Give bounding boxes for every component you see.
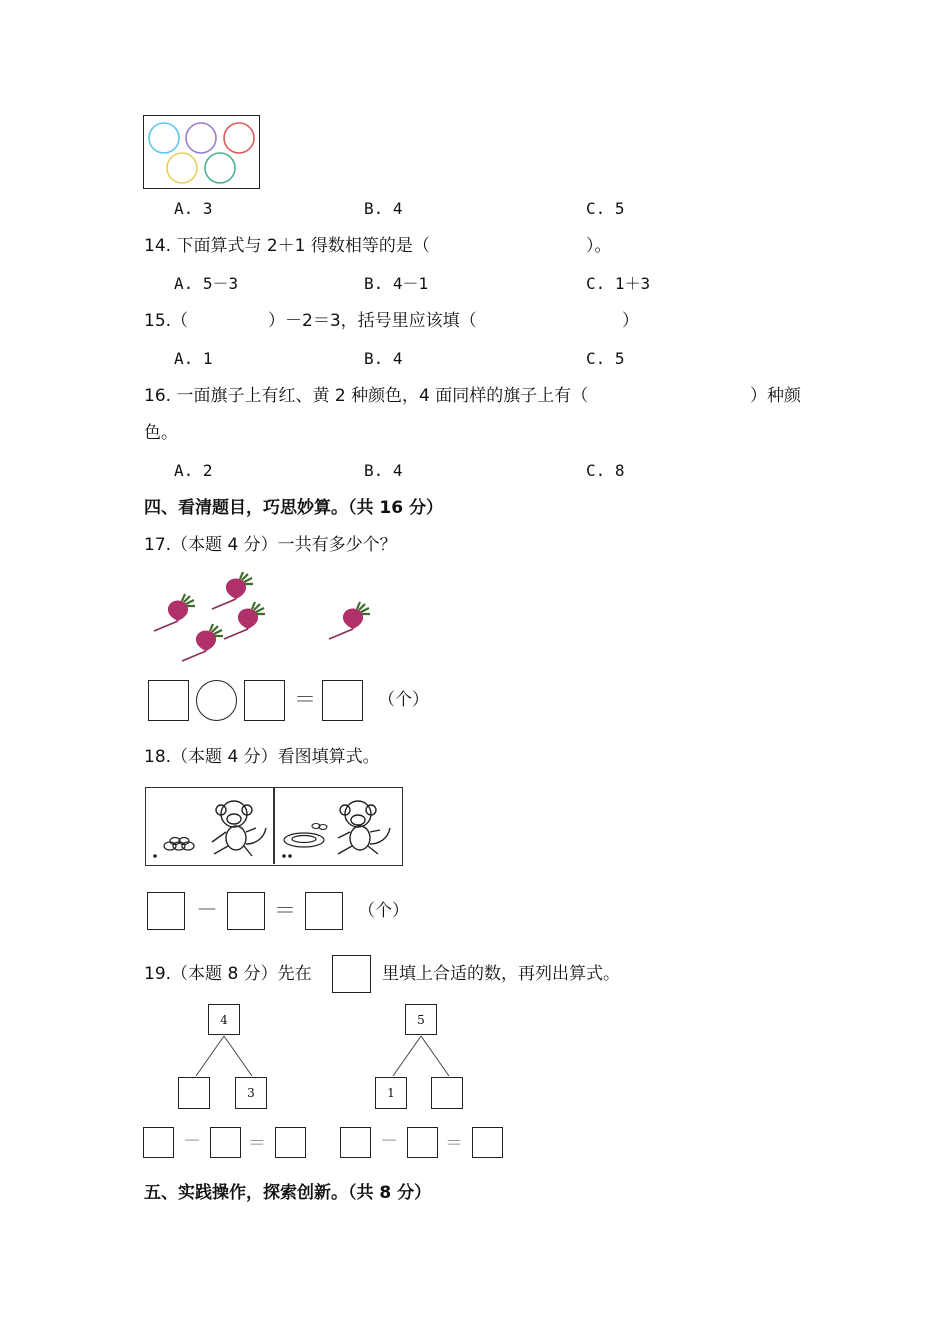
q13-option-a[interactable]: A. 3 — [174, 199, 213, 218]
q16-stem: 16. 一面旗子上有红、黄 2 种颜色，4 面同样的旗子上有（ — [144, 386, 589, 406]
q19-eq2-box-2[interactable] — [407, 1127, 438, 1158]
monkey-icon — [212, 801, 266, 856]
peach-pile-icon — [164, 838, 194, 851]
plate-icon — [284, 833, 324, 847]
q16-option-b[interactable]: B. 4 — [364, 461, 403, 480]
minus-sign: － — [380, 1131, 398, 1152]
q18-stem: 18.（本题 4 分）看图填算式。 — [144, 747, 380, 767]
minus-sign: － — [183, 1131, 201, 1152]
monkey-picture — [145, 787, 403, 866]
rings-svg — [144, 116, 259, 188]
q19-eq1-box-1[interactable] — [143, 1127, 174, 1158]
tree2-right-box[interactable] — [431, 1077, 463, 1109]
q14-stem: 14. 下面算式与 2＋1 得数相等的是（ — [144, 236, 430, 256]
equals-sign: ＝ — [274, 899, 297, 924]
q14-option-a[interactable]: A. 5－3 — [174, 274, 239, 293]
tree1-left-box[interactable] — [178, 1077, 210, 1109]
q15-part3: ） — [622, 311, 639, 331]
q19-sample-box — [332, 955, 371, 993]
equals-sign: ＝ — [445, 1133, 463, 1154]
q15-part1: 15.（ — [144, 311, 189, 331]
monkey-icon — [338, 801, 390, 854]
ring-circle — [149, 123, 179, 153]
tree2-branches — [357, 1030, 477, 1080]
radish-icon — [154, 594, 195, 631]
q18-answer-box-2[interactable] — [227, 892, 265, 930]
q19-eq2-box-3[interactable] — [472, 1127, 503, 1158]
dot-icon — [288, 854, 292, 858]
q15-part2: ）－2＝3，括号里应该填（ — [268, 311, 477, 331]
tree2-left-box: 1 — [375, 1077, 407, 1109]
q16-option-c[interactable]: C. 8 — [586, 461, 625, 480]
q16-stem-end: ）种颜 — [750, 386, 801, 406]
radish-icon — [212, 572, 253, 609]
q19-eq1-box-2[interactable] — [210, 1127, 241, 1158]
q17-operator-circle[interactable] — [196, 680, 237, 721]
tree2-top-box: 5 — [405, 1004, 437, 1035]
ring-circle — [205, 153, 235, 183]
q19-stem-before: 19.（本题 8 分）先在 — [144, 964, 312, 984]
radish-icon — [224, 602, 265, 639]
tree1-branches — [160, 1030, 280, 1080]
radish-picture — [140, 568, 390, 663]
ring-circle — [186, 123, 216, 153]
q17-answer-box-1[interactable] — [148, 680, 189, 721]
ring-circle — [224, 123, 254, 153]
q15-option-b[interactable]: B. 4 — [364, 349, 403, 368]
q17-stem: 17.（本题 4 分）一共有多少个？ — [144, 535, 397, 555]
dot-icon — [282, 854, 286, 858]
q15-option-a[interactable]: A. 1 — [174, 349, 213, 368]
q17-unit: （个） — [378, 690, 429, 710]
equals-sign: ＝ — [248, 1133, 266, 1154]
section5-title: 五、实践操作，探索创新。（共 8 分） — [144, 1183, 432, 1203]
tree1-top-box: 4 — [208, 1004, 240, 1035]
section4-title: 四、看清题目，巧思妙算。（共 16 分） — [144, 498, 443, 518]
q14-option-b[interactable]: B. 4－1 — [364, 274, 429, 293]
radish-icon — [329, 602, 370, 639]
q14-stem-end: ）。 — [586, 236, 612, 256]
q16-stem-continued: 色。 — [144, 423, 178, 443]
minus-sign: － — [196, 898, 219, 923]
q13-option-c[interactable]: C. 5 — [586, 199, 625, 218]
q17-answer-box-3[interactable] — [322, 680, 363, 721]
peel-icon — [312, 824, 327, 830]
rings-picture — [143, 115, 260, 189]
dot-icon — [153, 854, 157, 858]
q18-unit: （个） — [358, 901, 409, 921]
q19-eq1-box-3[interactable] — [275, 1127, 306, 1158]
q17-answer-box-2[interactable] — [244, 680, 285, 721]
q15-option-c[interactable]: C. 5 — [586, 349, 625, 368]
q16-option-a[interactable]: A. 2 — [174, 461, 213, 480]
q18-answer-box-1[interactable] — [147, 892, 185, 930]
radish-icon — [182, 624, 223, 661]
q19-stem-after: 里填上合适的数，再列出算式。 — [382, 964, 620, 984]
picture-divider — [273, 788, 275, 864]
equals-sign: ＝ — [294, 688, 317, 713]
q19-eq2-box-1[interactable] — [340, 1127, 371, 1158]
q18-answer-box-3[interactable] — [305, 892, 343, 930]
tree1-right-box: 3 — [235, 1077, 267, 1109]
q13-option-b[interactable]: B. 4 — [364, 199, 403, 218]
ring-circle — [167, 153, 197, 183]
q14-option-c[interactable]: C. 1＋3 — [586, 274, 651, 293]
